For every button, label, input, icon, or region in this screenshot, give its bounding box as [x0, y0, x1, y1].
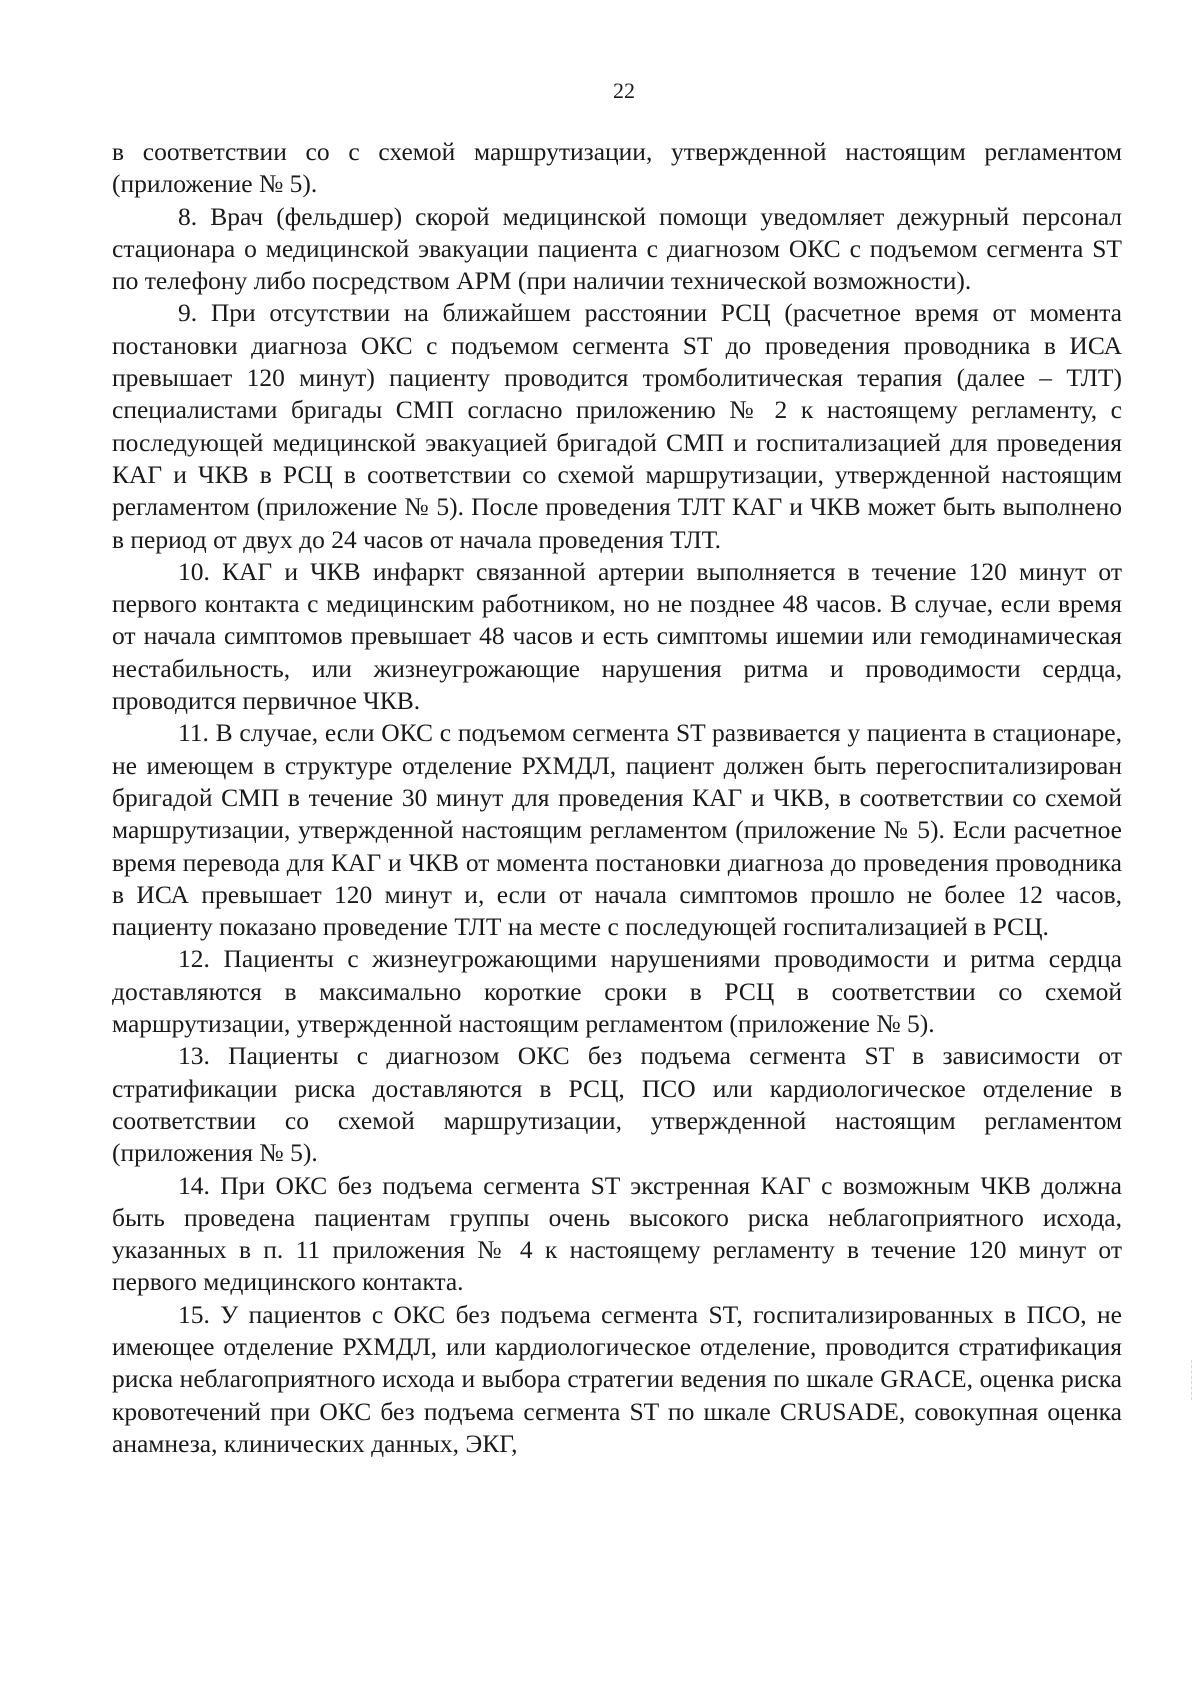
- paragraph-item-13: 13. Пациенты с диагнозом ОКС без подъема сегмента ST в зависимости от стратификации риска доставляются в РСЦ, ПСО или кардиологическое отделение в соответствии со схемой маршрутизации, утвержденной настоящим регламентом (приложения № 5).: [112, 1041, 1122, 1168]
- paragraph-item-15: 15. У пациентов с ОКС без подъема сегмента ST, госпитализированных в ПСО, не имеющее отделение РХМДЛ, или кардиологическое отделение, проводится стратификация риска неблагоприятного исхода и выбора стратегии ведения по шкале GRACE, оценка риска кровотечений при ОКС без подъема сегмента ST по шкале CRUSADE, совокупная оценка анамнеза, клинических данных, ЭКГ,: [112, 1299, 1122, 1458]
- paragraph-item-10: 10. КАГ и ЧКВ инфаркт связанной артерии выполняется в течение 120 минут от первого контакта с медицинским работником, но не позднее 48 часов. В случае, если время от начала симптомов превышает 48 часов и есть симптомы ишемии или гемодинамическая нестабильность, или жизнеугрожающие нарушения ритма и проводимости сердца, проводится первичное ЧКВ.: [112, 556, 1122, 716]
- paragraph-item-9: 9. При отсутствии на ближайшем расстоянии РСЦ (расчетное время от момента постановки диагноза ОКС с подъемом сегмента ST до проведения проводника в ИСА превышает 120 минут) пациенту проводится тромболитическая терапия (далее – ТЛТ) специалистами бригады СМП согласно приложению № 2 к настоящему регламенту, с последующей медицинской эвакуацией бригадой СМП и госпитализацией для проведения КАГ и ЧКВ в РСЦ в соответствии со схемой маршрутизации, утвержденной настоящим регламентом (приложение № 5). После проведения ТЛТ КАГ и ЧКВ может быть выполнено в период от двух до 24 часов от начала проведения ТЛТ.: [112, 298, 1122, 554]
- paragraph-item-14: 14. При ОКС без подъема сегмента ST экстренная КАГ с возможным ЧКВ должна быть проведена пациентам группы очень высокого риска неблагоприятного исхода, указанных в п. 11 приложения № 4 к настоящему регламенту в течение 120 минут от первого медицинского контакта.: [112, 1170, 1122, 1297]
- scan-edge-mark: [1185, 1360, 1192, 1400]
- document-body: [112, 136, 1122, 1460]
- page-number: 22: [613, 78, 635, 103]
- paragraph-continuation: в соответствии со с схемой маршрутизации, утвержденной настоящим регламентом (приложение № 5).: [112, 137, 1122, 199]
- paragraph-item-12: 12. Пациенты с жизнеугрожающими нарушениями проводимости и ритма сердца доставляются в максимально короткие сроки в РСЦ в соответствии со схемой маршрутизации, утвержденной настоящим регламентом (приложение № 5).: [112, 944, 1122, 1039]
- paragraph-item-11: 11. В случае, если ОКС с подъемом сегмента ST развивается у пациента в стационаре, не имеющем в структуре отделение РХМДЛ, пациент должен быть перегоспитализирован бригадой СМП в течение 30 минут для проведения КАГ и ЧКВ, в соответствии со схемой маршрутизации, утвержденной настоящим регламентом (приложение № 5). Если расчетное время перевода для КАГ и ЧКВ от момента постановки диагноза до проведения проводника в ИСА превышает 120 минут и, если от начала симптомов прошло не более 12 часов, пациенту показано проведение ТЛТ на месте с последующей госпитализацией в РСЦ.: [112, 718, 1122, 942]
- paragraph-item-8: 8. Врач (фельдшер) скорой медицинской помощи уведомляет дежурный персонал стационара о медицинской эвакуации пациента с диагнозом ОКС с подъемом сегмента ST по телефону либо посредством АРМ (при наличии технической возможности).: [112, 201, 1122, 296]
